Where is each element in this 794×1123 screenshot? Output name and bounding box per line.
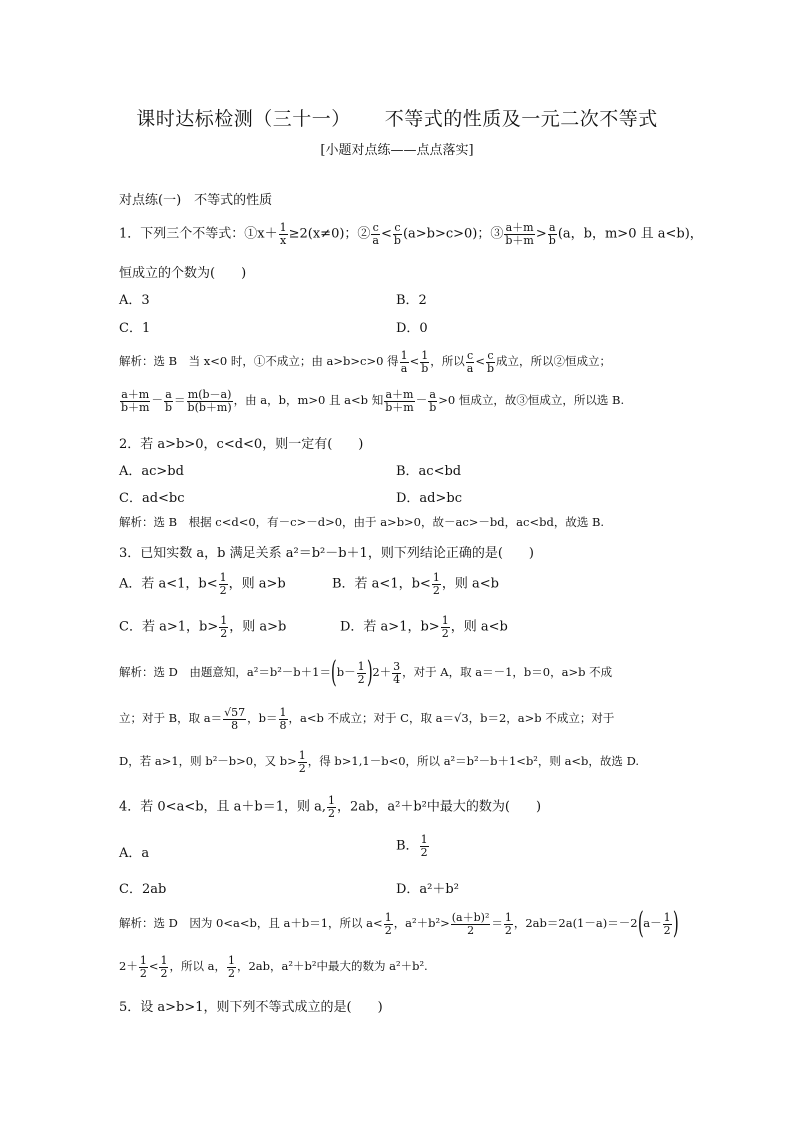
q1-option-d: D．0 [396,321,428,336]
q1-stem: 1．下列三个不等式：①x＋ $\frac{1}{x}$ ≥2(x≠0)；② $\frac{c}{a}$ < $\frac{c}{b}$ (a>b>c>0)；③ $\frac{a+m}{b+m}$ > $\frac{a}{b}$ (a，b，m>0 且 a<b)， [119,221,703,247]
q4-option-d: D．a²＋b² [396,882,459,897]
q2-option-c: C．ad<bc [119,491,185,506]
q1-stem-line2: 恒成立的个数为( ) [119,266,247,281]
q2-option-d: D．ad>bc [396,491,462,506]
q5-stem: 5．设 a>b>1，则下列不等式成立的是( ) [119,1000,383,1015]
q3-option-d: D．若 a>1，b> $\frac{1}{2}$ ，则 a<b [340,614,508,640]
q3-solution-line3: D，若 a>1，则 b²－b>0，又 b> $\frac{1}{2}$ ，得 b>1,1－b<0，所以 a²＝b²－b＋1<b²，则 a<b，故选 D. [119,749,640,775]
page-title: 课时达标检测（三十一） 不等式的性质及一元二次不等式 [136,108,658,130]
q3-solution-line1: 解析：选 D 由题意知，a²＝b²－b＋1＝(b－ $\frac{1}{2}$ )2＋ $\frac{3}{4}$ ，对于 A，取 a＝－1，b＝0，a>b 不成 [119,655,613,691]
q3-option-c: C．若 a>1，b> $\frac{1}{2}$ ，则 a>b [119,614,287,640]
q1-option-a: A．3 [119,293,150,308]
subtitle: [小题对点练——点点落实] [320,143,474,158]
q1-option-c: C．1 [119,321,151,336]
q3-solution-line2: 立；对于 B，取 a＝ $\frac{√57}{8}$ ，b＝ $\frac{1}{8}$ ，a<b 不成立；对于 C，取 a＝√3，b＝2，a>b 不成立；对于 [119,706,615,732]
q3-option-a: A．若 a<1，b< $\frac{1}{2}$ ，则 a>b [119,571,286,597]
q4-option-c: C．2ab [119,882,167,897]
q2-option-b: B．ac<bd [396,464,462,479]
section-heading: 对点练(一) 不等式的性质 [119,193,273,208]
q2-solution: 解析：选 B 根据 c<d<0，有－c>－d>0，由于 a>b>0，故－ac>－bd，ac<bd，故选 B. [119,515,605,529]
q1-option-b: B．2 [396,293,427,308]
q4-option-b: B． $\frac{1}{2}$ [396,833,428,859]
q3-stem: 3．已知实数 a，b 满足关系 a²＝b²－b＋1，则下列结论正确的是( ) [119,546,534,561]
q4-option-a: A．a [119,846,150,861]
q1-solution-line1: 解析：选 B 当 x<0 时，①不成立；由 a>b>c>0 得 $\frac{1}{a}$ < $\frac{1}{b}$ ，所以 $\frac{c}{a}$ < $\frac{c}{b}$ 成立，所以②恒成立； [119,349,611,375]
q3-option-b: B．若 a<1，b< $\frac{1}{2}$ ，则 a<b [332,571,499,597]
q4-solution-line2: 2＋ $\frac{1}{2}$ < $\frac{1}{2}$ ，所以 a， $\frac{1}{2}$ ，2ab，a²＋b²中最大的数为 a²＋b². [119,954,428,980]
q2-stem: 2．若 a>b>0，c<d<0，则一定有( ) [119,437,364,452]
q2-option-a: A．ac>bd [119,464,184,479]
q4-stem: 4．若 0<a<b，且 a＋b＝1，则 a, $\frac{1}{2}$ ，2ab，a²＋b²中最大的数为( ) [119,794,542,820]
q1-solution-line2: $\frac{a+m}{b+m}$ － $\frac{a}{b}$ ＝ $\frac{m(b-a)}{b(b+m)}$ ，由 a，b，m>0 且 a<b 知 $\frac{a+m}{b+m}$ － $\frac{a}{b}$ >0 恒成立，故③恒成立，所以选 B. [121,388,625,414]
q4-solution-line1: 解析：选 D 因为 0<a<b，且 a＋b＝1，所以 a< $\frac{1}{2}$ ，a²＋b²> $\frac{\text{(a＋b)²}}{2}$ ＝ $\frac{1}{2}$ ，2ab＝2a(1－a)＝－2(a－ $\frac{1}{2}$ ) [119,906,679,942]
